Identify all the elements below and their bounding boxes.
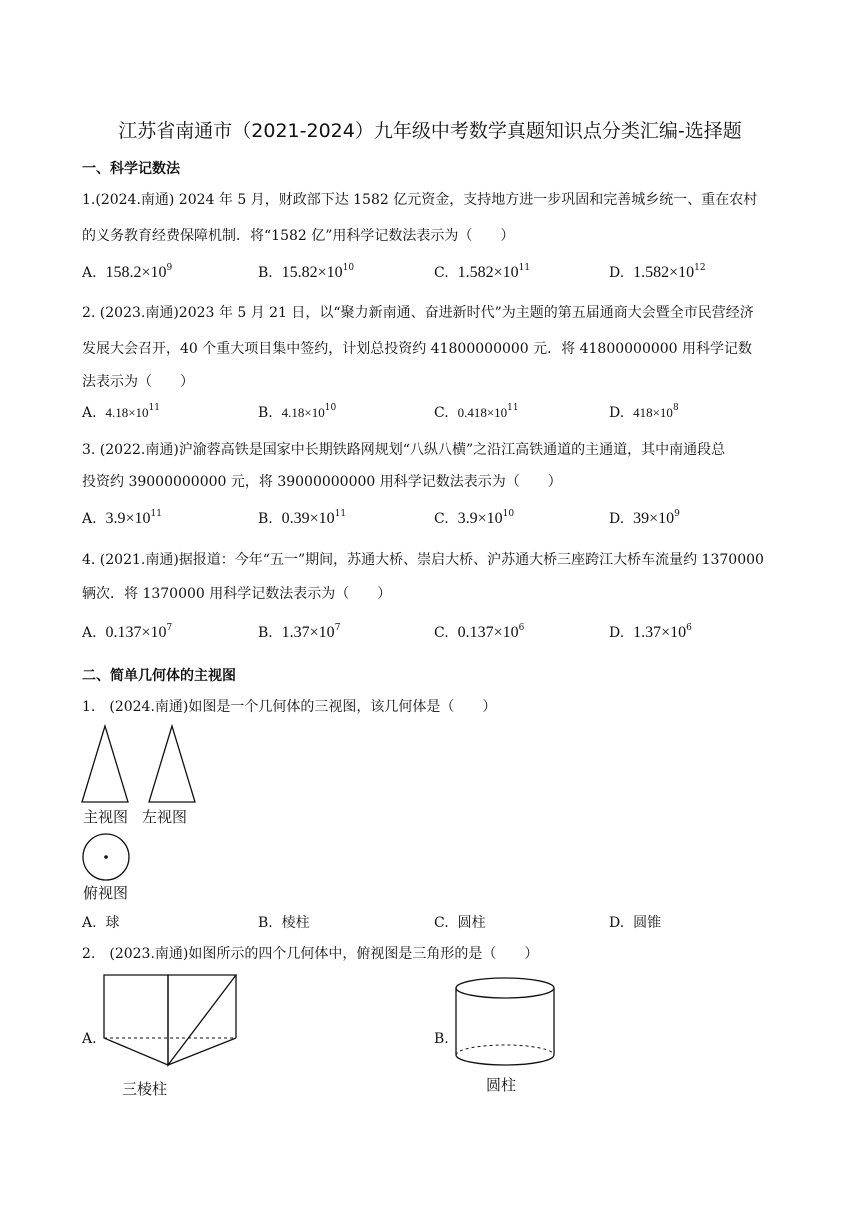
question-line: 1. (2024.南通)如图是一个几何体的三视图，该几何体是（ ）: [82, 699, 497, 715]
option-b: B. $4.18\times 10^{10}$: [258, 403, 337, 421]
option-d: D. 圆锥: [609, 915, 662, 931]
figure-option-b-label: B.: [434, 1031, 449, 1047]
option-c: C. $3.9\times 10^{10}$: [434, 509, 515, 527]
figure-option-a-caption: 三棱柱: [122, 1080, 168, 1098]
option-d: D. $1.582\times 10^{12}$: [609, 263, 706, 281]
question-line: 2. (2023.南通)2023 年 5 月 21 日，以“聚力新南通、奋进新时代”为主题的第五届通商大会暨全市民营经济: [82, 305, 754, 321]
option-d: D. $1.37\times 10^6$: [609, 623, 692, 641]
cylinder-figure: [452, 975, 560, 1071]
side-view-caption: 左视图: [142, 808, 188, 826]
question-line: 4. (2021.南通)据报道：今年“五一”期间，苏通大桥、崇启大桥、沪苏通大桥三座跨江大桥车流量约 1370000: [82, 552, 764, 568]
section-heading: 二、简单几何体的主视图: [82, 668, 236, 684]
option-a: A. $0.137\times 10^7$: [82, 623, 173, 641]
front-side-views-figure: [80, 724, 200, 806]
page-title: 江苏省南通市（2021-2024）九年级中考数学真题知识点分类汇编-选择题: [118, 120, 742, 142]
question-line: 法表示为（ ）: [82, 374, 194, 390]
top-view-figure: [80, 832, 134, 882]
section-heading: 一、科学记数法: [82, 161, 180, 177]
option-b: B. $1.37\times 10^7$: [258, 623, 341, 641]
option-c: C. $0.418\times 10^{11}$: [434, 403, 519, 421]
top-view-caption: 俯视图: [83, 884, 129, 902]
option-c: C. $0.137\times 10^6$: [434, 623, 525, 641]
option-d: D. $39\times 10^9$: [609, 509, 680, 527]
figure-option-a-label: A.: [82, 1031, 97, 1047]
option-a: A. $4.18\times 10^{11}$: [82, 403, 161, 421]
option-a: A. 球: [82, 915, 120, 931]
cylinder-bottom-hidden: [456, 1045, 554, 1055]
prism-front-face: [104, 975, 168, 1065]
option-d: D. $418\times 10^8$: [609, 403, 679, 421]
option-c: C. $1.582\times 10^{11}$: [434, 263, 531, 281]
question-line: 3. (2022.南通)沪渝蓉高铁是国家中长期铁路网规划“八纵八横”之沿江高铁通道的主通道，其中南通段总: [82, 442, 726, 458]
question-line: 的义务教育经费保障机制．将“1582 亿”用科学记数法表示为（ ）: [82, 228, 515, 244]
option-c: C. 圆柱: [434, 915, 486, 931]
figure-option-b-caption: 圆柱: [486, 1076, 517, 1094]
option-b: B. $0.39\times 10^{11}$: [258, 509, 347, 527]
question-line: 辆次．将 1370000 用科学记数法表示为（ ）: [82, 586, 392, 602]
side-view-triangle: [149, 726, 195, 802]
option-b: B. $15.82\times 10^{10}$: [258, 263, 355, 281]
question-line: 1.(2024.南通) 2024 年 5 月，财政部下达 1582 亿元资金，支持地方进一步巩固和完善城乡统一、重在农村: [82, 192, 758, 208]
top-view-center-dot: [104, 855, 108, 859]
front-view-triangle: [82, 726, 128, 802]
cylinder-bottom-front: [456, 1055, 554, 1065]
question-line: 发展大会召开，40 个重大项目集中签约，计划总投资约 41800000000 元．将 41800000000 用科学记数: [82, 341, 753, 357]
front-view-caption: 主视图: [83, 808, 129, 826]
question-line: 2. (2023.南通)如图所示的四个几何体中，俯视图是三角形的是（ ）: [82, 946, 539, 962]
option-a: A. $3.9\times 10^{11}$: [82, 509, 162, 527]
cylinder-top-ellipse: [456, 978, 554, 998]
option-b: B. 棱柱: [258, 915, 310, 931]
triangular-prism-figure: [98, 970, 248, 1074]
question-line: 投资约 39000000000 元，将 39000000000 用科学记数法表示为（ ）: [82, 474, 562, 490]
option-a: A. $158.2\times 10^9$: [82, 263, 173, 281]
